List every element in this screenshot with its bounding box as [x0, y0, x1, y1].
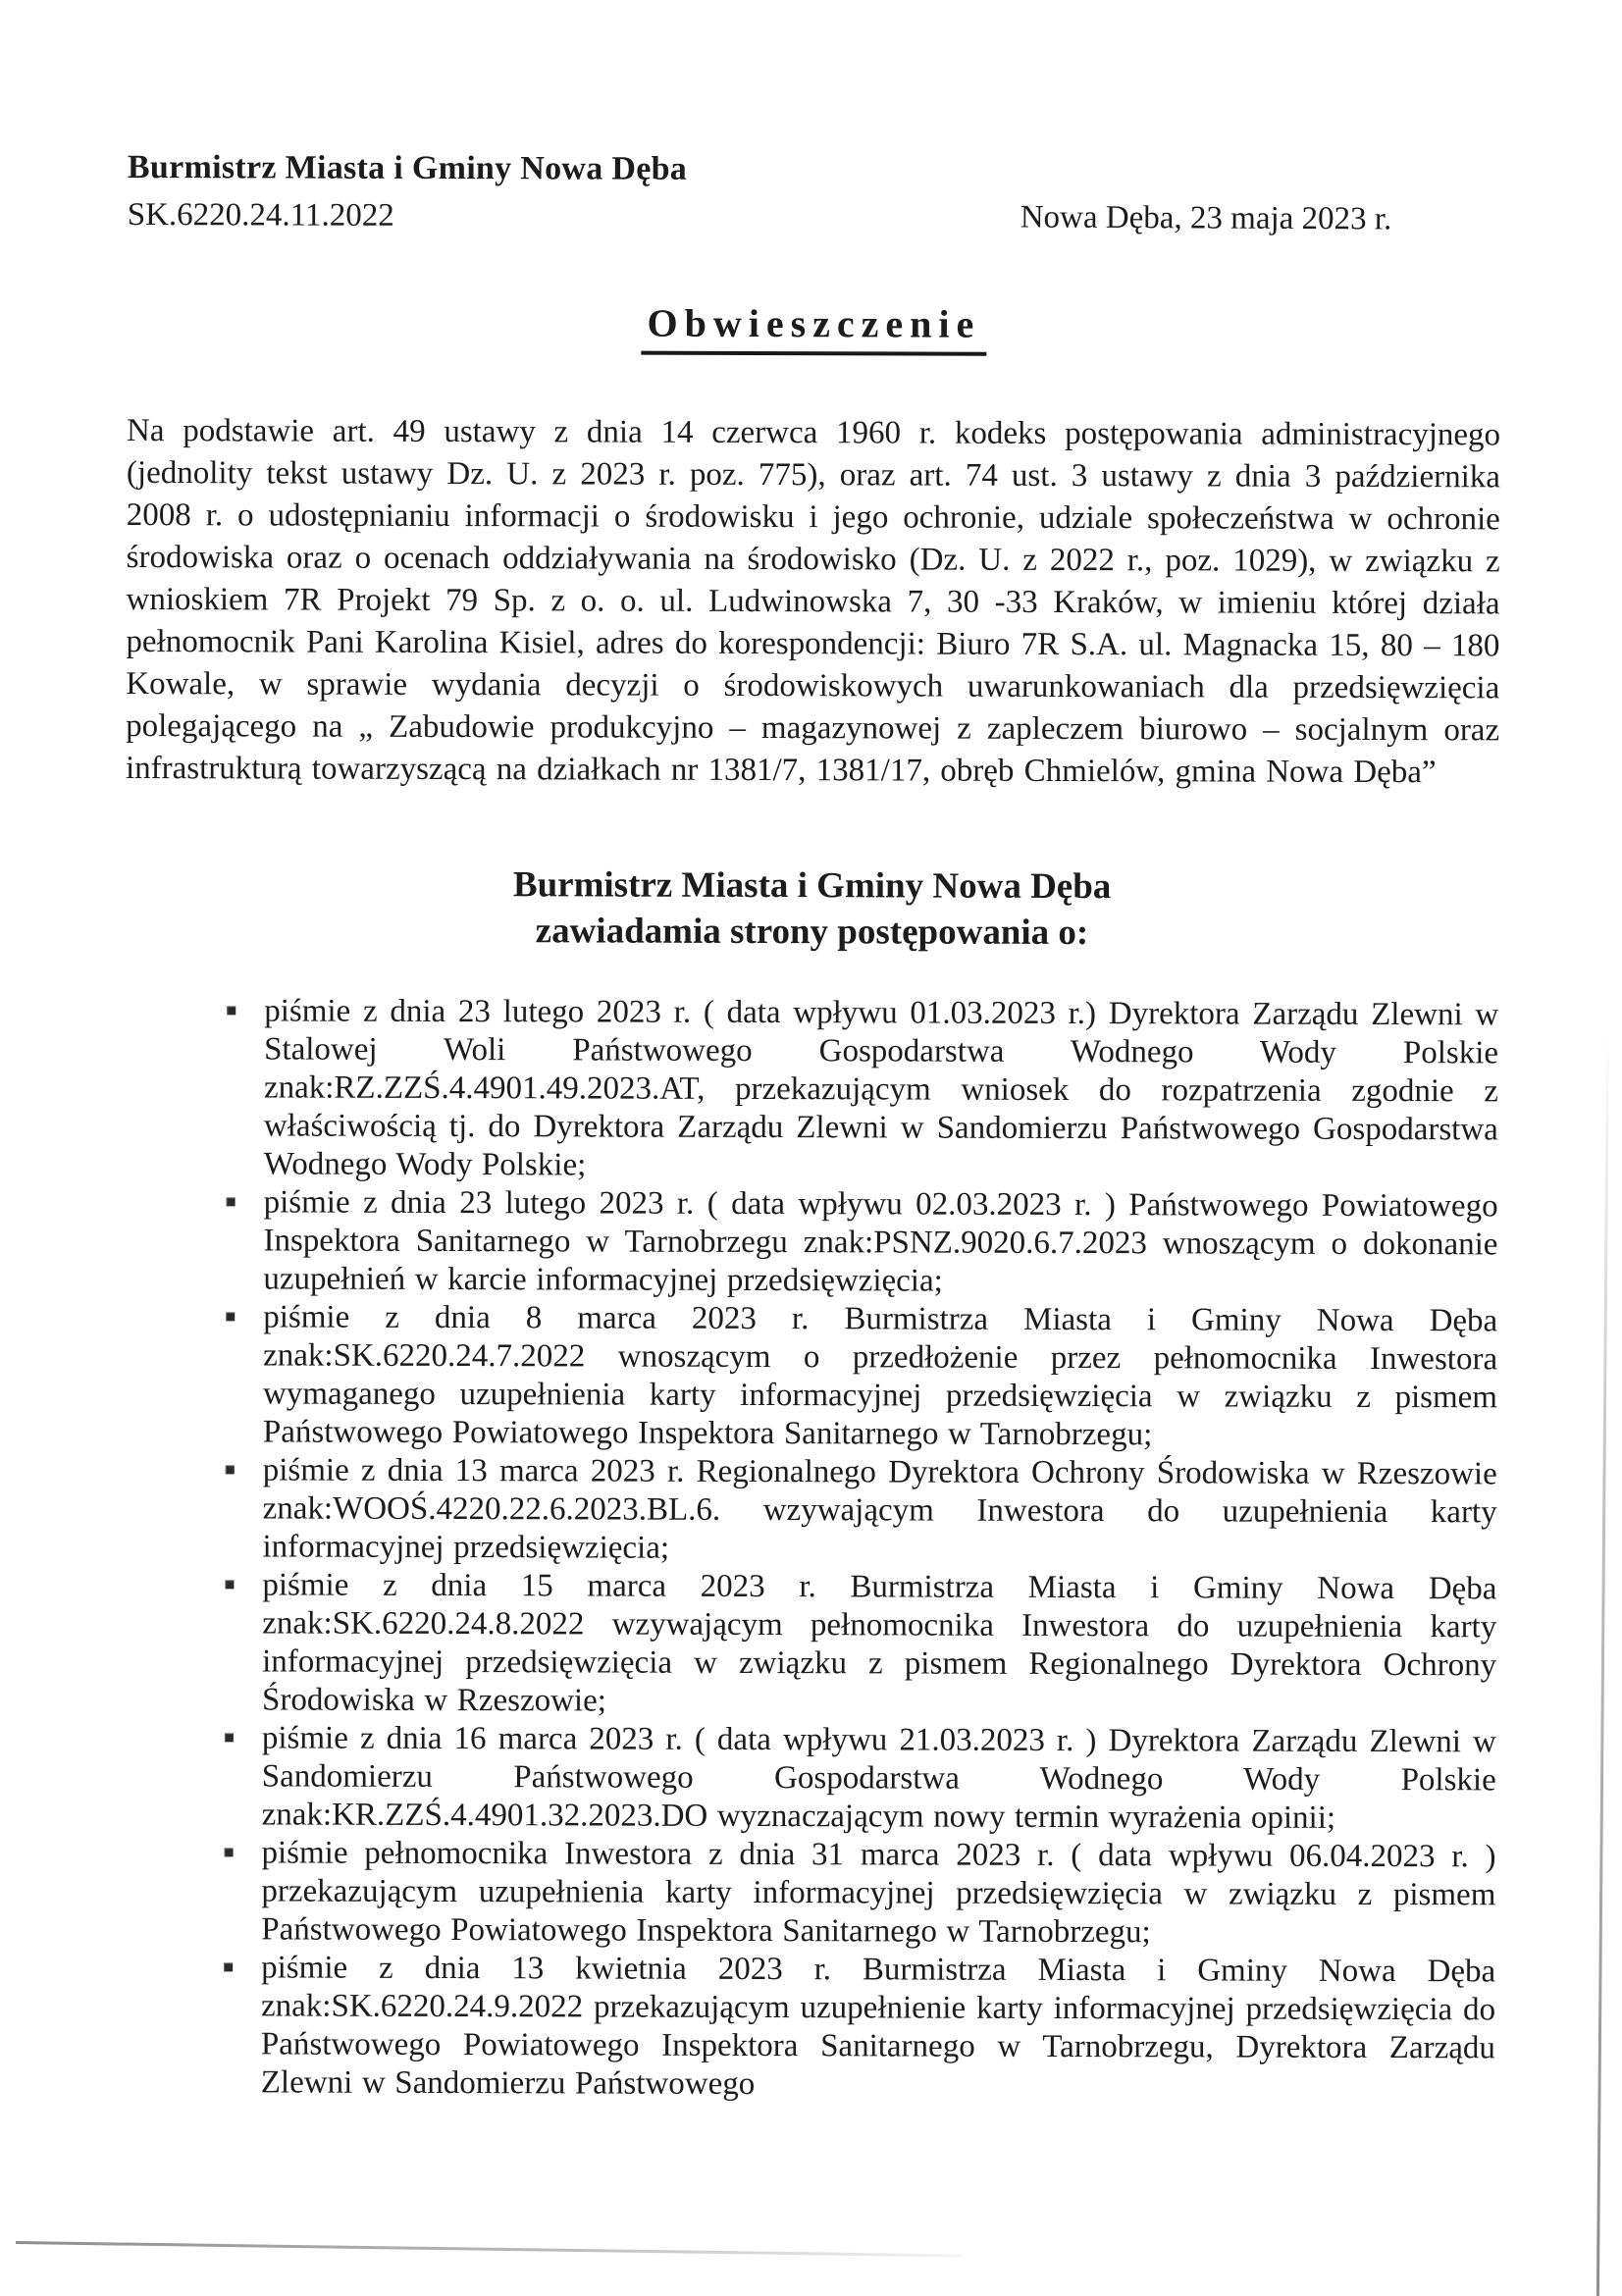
section-heading: [125, 861, 1498, 957]
scan-artifact-right-line: [1596, 1035, 1609, 2296]
bullet-square-icon: [224, 1962, 233, 1971]
list-item: [125, 992, 1499, 1187]
scan-artifact-bottom-line: [16, 2241, 963, 2257]
notice-list: [122, 992, 1499, 2106]
bullet-square-icon: [226, 1465, 235, 1474]
bullet-square-icon: [226, 1312, 235, 1321]
list-item: [123, 1451, 1496, 1570]
list-item: [122, 1949, 1495, 2106]
place-and-date: Nowa Dęba, 23 maja 2023 r.: [1020, 199, 1391, 237]
section-heading-line2: zawiadamia strony postępowania o:: [535, 911, 1089, 954]
list-item-text: piśmie z dnia 16 marca 2023 r. ( data wpływu 21.03.2023 r. ) Dyrektora Zarządu Zlewni w Sandomierzu Państwowego Gospodarstwa Wodnego Wody Polskie znak:KR.ZZŚ.4.4901.32.2023.DO wyznaczającym nowy termin wyrażenia opinii;: [261, 1720, 1496, 1836]
list-item: [124, 1183, 1497, 1302]
document-title-wrap: [127, 298, 1500, 357]
list-item: [124, 1298, 1497, 1455]
list-item: [123, 1719, 1496, 1838]
document-content: [122, 147, 1501, 2106]
list-item-text: piśmie z dnia 13 marca 2023 r. Regionalnego Dyrektora Ochrony Środowiska w Rzeszowie znak:WOOŚ.4220.22.6.2023.BL.6. wzywającym Inwestora do uzupełnienia karty informacyjnej przedsięwzięcia;: [262, 1452, 1497, 1566]
document-title: Obwieszczenie: [641, 300, 986, 356]
bullet-square-icon: [225, 1733, 234, 1742]
bullet-square-icon: [225, 1580, 234, 1589]
case-number: SK.6220.24.11.2022: [127, 196, 394, 234]
list-item: [122, 1834, 1495, 1953]
list-item-text: piśmie pełnomocnika Inwestora z dnia 31 marca 2023 r. ( data wpływu 06.04.2023 r. ) przekazującym uzupełnienia karty informacyjnej przedsięwzięcia w związku z pismem Państwowego Powiatowego Inspektora Sanitarnego w Tarnobrzegu;: [261, 1835, 1496, 1951]
intro-paragraph: Na podstawie art. 49 ustawy z dnia 14 czerwca 1960 r. kodeks postępowania administracyjnego (jednolity tekst ustawy Dz. U. z 2023 r. poz. 775), oraz art. 74 ust. 3 ustawy z dnia 3 października 2008 r. o udostępnianiu informacji o środowisku i jego ochronie, udziale społeczeństwa w ochronie środowiska oraz o ocenach oddziaływania na środowisko (Dz. U. z 2022 r., poz. 1029), w związku z wnioskiem 7R Projekt 79 Sp. z o. o. ul. Ludwinowska 7, 30 -33 Kraków, w imieniu której działa pełnomocnik Pani Karolina Kisiel, adres do korespondencji: Biuro 7R S.A. ul. Magnacka 15, 80 – 180 Kowale, w sprawie wydania decyzji o środowiskowych uwarunkowaniach dla przedsięwzięcia polegającego na „ Zabudowie produkcyjno – magazynowej z zapleczem biurowo – socjalnym oraz infrastrukturą towarzyszącą na działkach nr 1381/7, 1381/17, obręb Chmielów, gmina Nowa Dęba”: [125, 412, 1501, 791]
list-item-text: piśmie z dnia 23 lutego 2023 r. ( data wpływu 01.03.2023 r.) Dyrektora Zarządu Zlewni w Stalowej Woli Państwowego Gospodarstwa Wodnego Wody Polskie znak:RZ.ZZŚ.4.4901.49.2023.AT, przekazującym wniosek do rozpatrzenia zgodnie z właściwością tj. do Dyrektora Zarządu Zlewni w Sandomierzu Państwowego Gospodarstwa Wodnego Wody Polskie;: [263, 993, 1499, 1183]
bullet-square-icon: [225, 1848, 234, 1856]
list-item-text: piśmie z dnia 23 lutego 2023 r. ( data wpływu 02.03.2023 r. ) Państwowego Powiatowego Inspektora Sanitarnego w Tarnobrzegu znak:PSNZ.9020.6.7.2023 wnoszącym o dokonanie uzupełnień w karcie informacyjnej przedsięwzięcia;: [263, 1184, 1498, 1299]
bullet-square-icon: [227, 1006, 235, 1015]
section-heading-line1: Burmistrz Miasta i Gminy Nowa Dęba: [512, 864, 1112, 908]
list-item-text: piśmie z dnia 8 marca 2023 r. Burmistrza Miasta i Gminy Nowa Dęba znak:SK.6220.24.7.2022 wnoszącym o przedłożenie przez pełnomocnika Inwestora wymaganego uzupełnienia karty informacyjnej przedsięwzięcia w związku z pismem Państwowego Powiatowego Inspektora Sanitarnego w Tarnobrzegu;: [262, 1299, 1498, 1453]
list-item: [123, 1566, 1496, 1723]
bullet-square-icon: [227, 1197, 235, 1206]
reference-row: [128, 194, 1501, 239]
list-item-text: piśmie z dnia 13 kwietnia 2023 r. Burmistrza Miasta i Gminy Nowa Dęba znak:SK.6220.24.9.2022 przekazującym uzupełnienie karty informacyjnej przedsięwzięcia do Państwowego Powiatowego Inspektora Sanitarnego w Tarnobrzegu, Dyrektora Zarządu Zlewni w Sandomierzu Państwowego: [260, 1950, 1496, 2103]
list-item-text: piśmie z dnia 15 marca 2023 r. Burmistrza Miasta i Gminy Nowa Dęba znak:SK.6220.24.8.2022 wzywającym pełnomocnika Inwestora do uzupełnienia karty informacyjnej przedsięwzięcia w związku z pismem Regionalnego Dyrektora Ochrony Środowiska w Rzeszowie;: [261, 1567, 1497, 1719]
issuing-office-name: Burmistrz Miasta i Gminy Nowa Dęba: [127, 148, 688, 187]
